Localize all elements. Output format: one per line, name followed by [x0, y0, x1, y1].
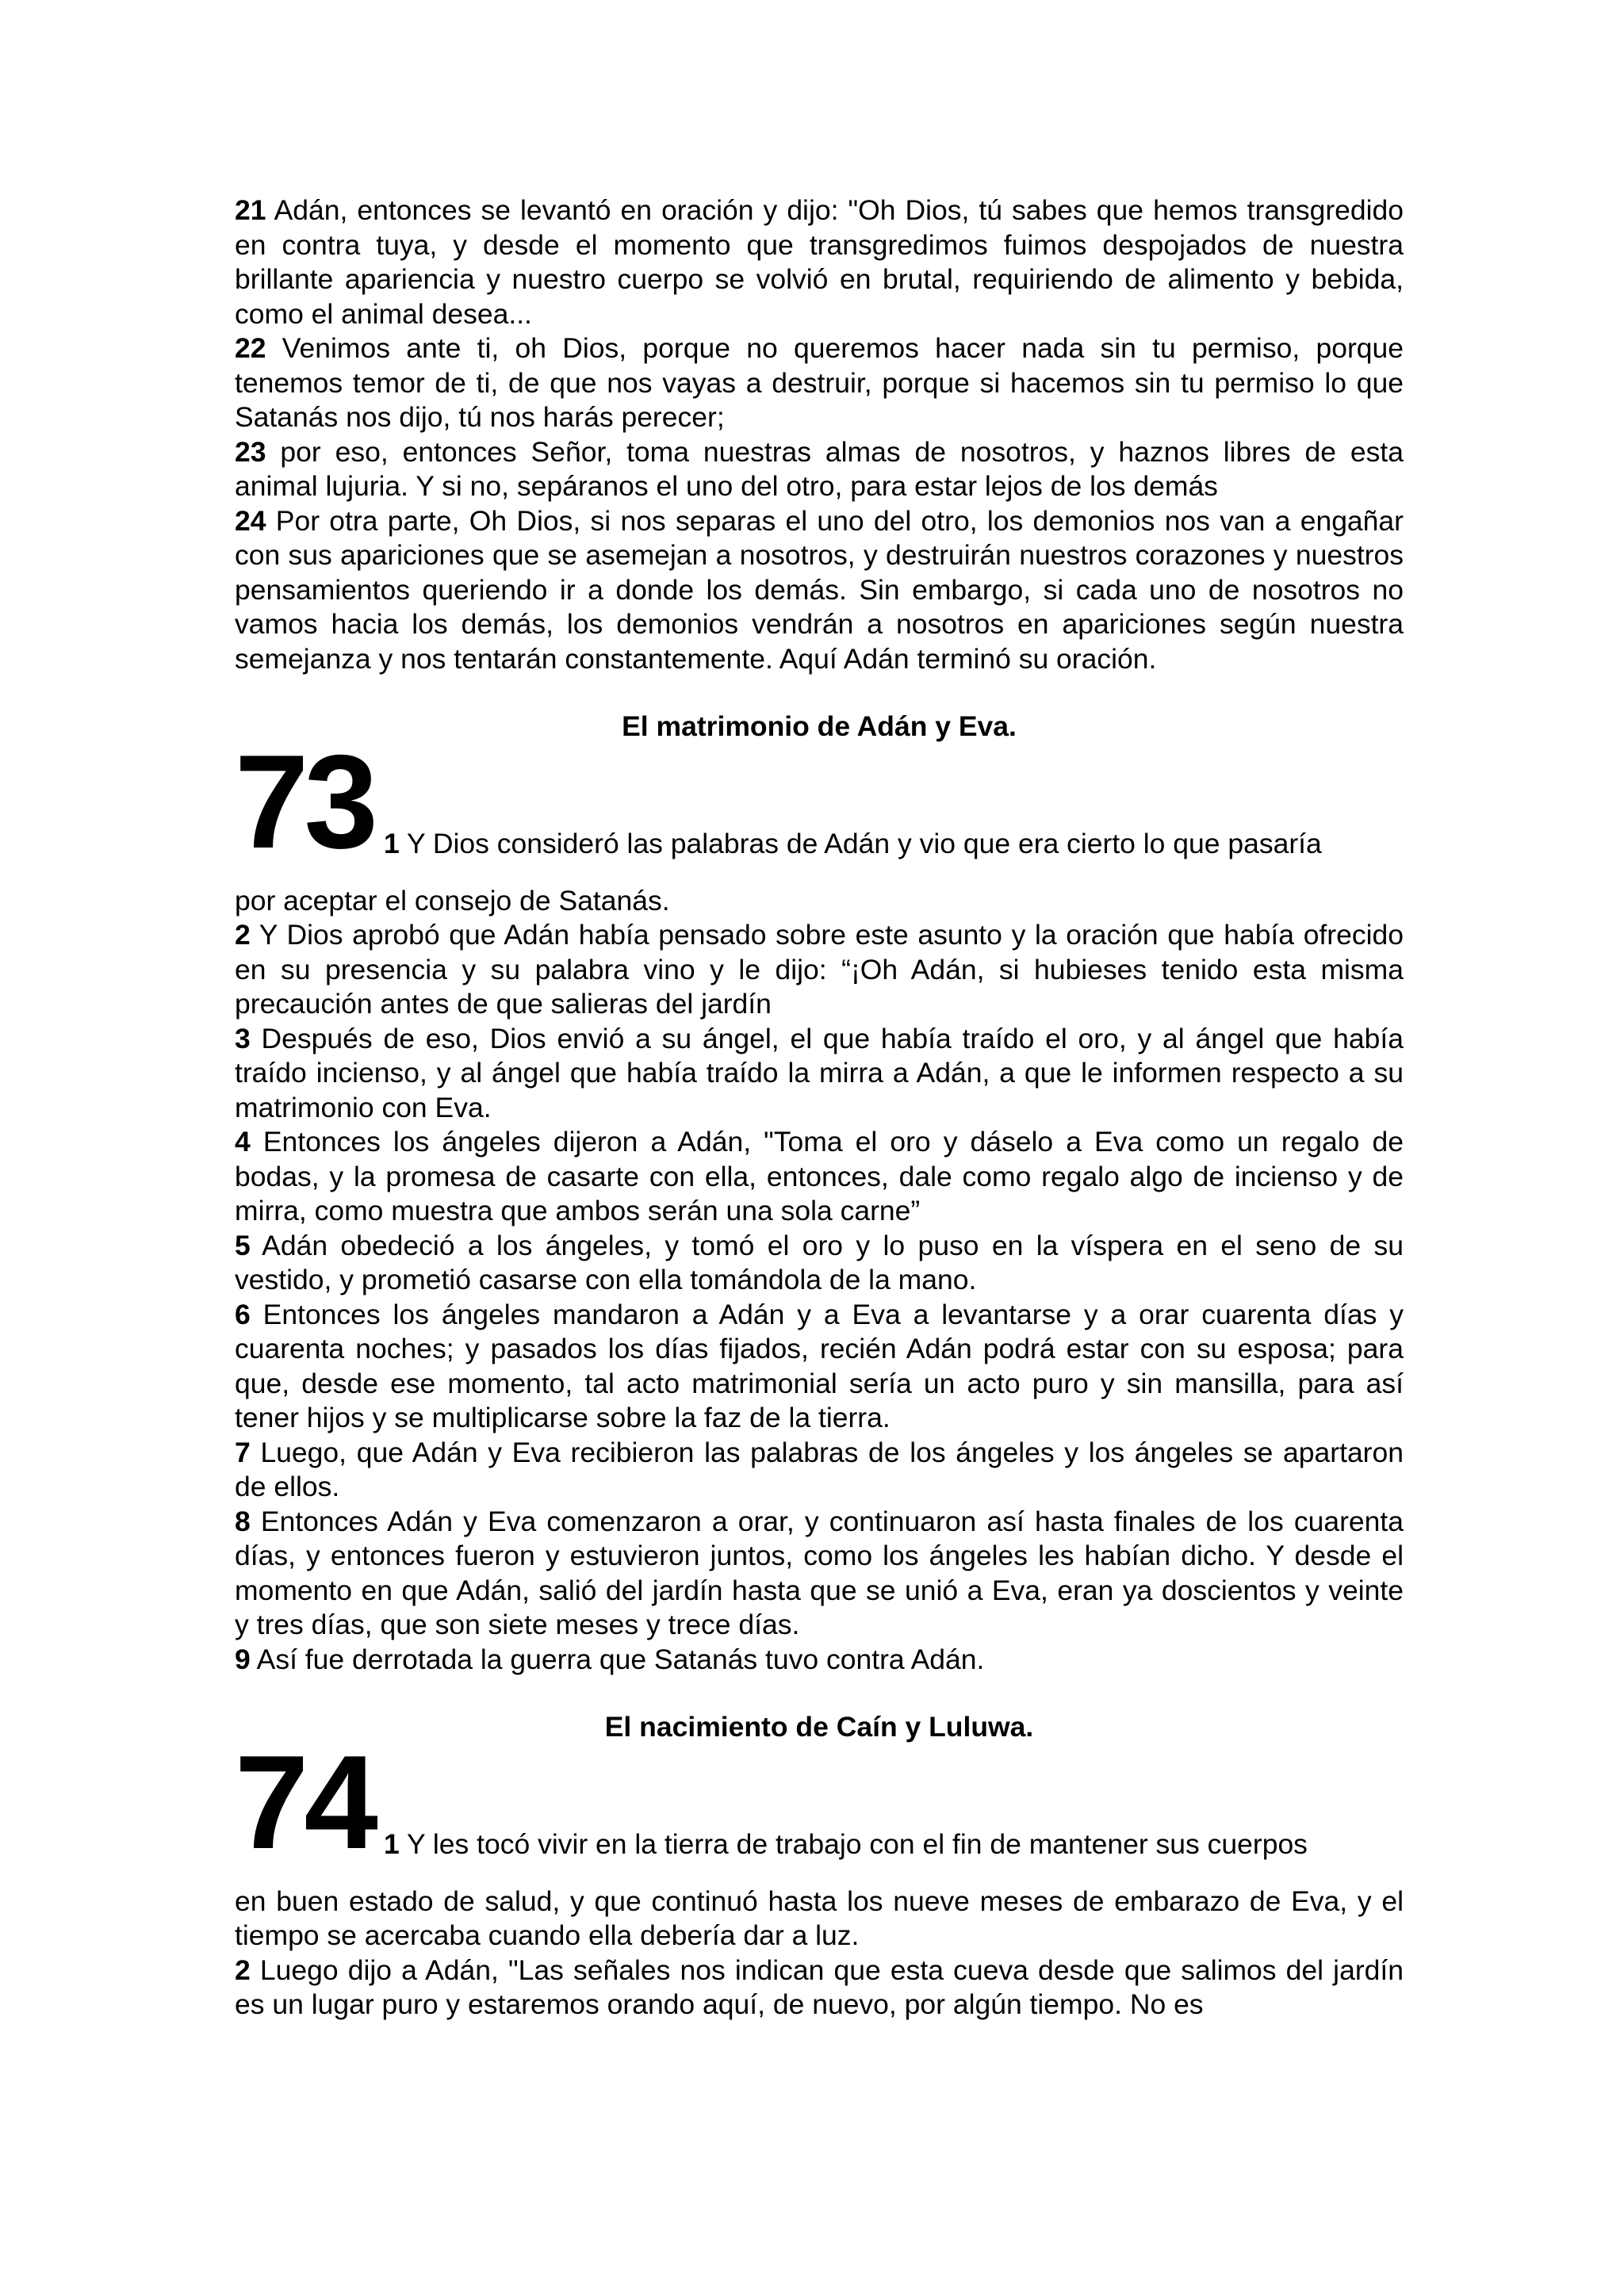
chapter-74-title: El nacimiento de Caín y Luluwa.: [604, 1711, 1034, 1743]
verse-number: 2: [235, 919, 251, 951]
verse-73-8: [235, 1505, 1404, 1643]
chapter-73-verse-1-continuation: por aceptar el consejo de Satanás.: [235, 884, 670, 916]
verse-number: 5: [235, 1229, 251, 1261]
chapter-74-first-line: [384, 1827, 1404, 1862]
verse-number: 23: [235, 435, 266, 468]
chapter-73-title: El matrimonio de Adán y Eva.: [622, 710, 1017, 742]
chapter-73-number: 73: [235, 726, 373, 876]
verse-number: 6: [235, 1298, 251, 1330]
verse-21: [235, 193, 1404, 331]
verse-24: [235, 504, 1404, 677]
verse-text: Y Dios consideró las palabras de Adán y vio que era cierto lo que pasaría: [406, 828, 1322, 859]
verse-text: Y les tocó vivir en la tierra de trabajo con el fin de mantener sus cuerpos: [406, 1828, 1308, 1860]
verse-73-9: [235, 1643, 1404, 1678]
verse-73-6: [235, 1298, 1404, 1436]
verse-22: [235, 331, 1404, 435]
verse-text: Venimos ante ti, oh Dios, porque no queremos hacer nada sin tu permiso, porque tenemos temor de ti, de que nos vayas a destruir, porque si hacemos sin tu permiso lo que Satanás nos dijo, tú nos harás perecer;: [235, 332, 1404, 433]
verse-73-5: [235, 1229, 1404, 1298]
verse-number: 24: [235, 504, 266, 537]
verse-number: 1: [384, 828, 400, 859]
verse-74-2: [235, 1954, 1404, 2022]
document-page: [235, 193, 1404, 2022]
verse-73-4: [235, 1125, 1404, 1229]
verse-text: Entonces los ángeles dijeron a Adán, "Toma el oro y dáselo a Eva como un regalo de bodas, y la promesa de casarte con ella, entonces, dale como regalo algo de incienso y de mirra, como muestra que ambos serán una sola carne”: [235, 1126, 1404, 1226]
verse-number: 9: [235, 1643, 251, 1675]
verse-number: 3: [235, 1022, 251, 1054]
verse-number: 1: [384, 1828, 400, 1860]
verse-73-7: [235, 1436, 1404, 1505]
chapter-74-number: 74: [235, 1727, 373, 1877]
verse-number: 8: [235, 1505, 251, 1537]
verse-text: Después de eso, Dios envió a su ángel, el que había traído el oro, y al ángel que había traído incienso, y al ángel que había traído la mirra a Adán, a que le informen respecto a su matrimonio con Eva.: [235, 1022, 1404, 1123]
verse-number: 7: [235, 1436, 251, 1468]
verse-text: Y Dios aprobó que Adán había pensado sobre este asunto y la oración que había ofrecido en su presencia y su palabra vino y le dijo: “¡Oh Adán, si hubieses tenido esta misma precaución antes de que salieras del jardín: [235, 919, 1404, 1020]
verse-23: [235, 435, 1404, 504]
verse-number: 2: [235, 1954, 251, 1986]
verse-text: Entonces Adán y Eva comenzaron a orar, y continuaron así hasta finales de los cuarenta días, y entonces fueron y estuvieron juntos, como los ángeles les habían dicho. Y desde el momento en que Adán, salió del jardín hasta que se unió a Eva, eran ya doscientos y veinte y tres días, que son siete meses y trece días.: [235, 1505, 1404, 1640]
verse-text: por eso, entonces Señor, toma nuestras almas de nosotros, y haznos libres de esta animal lujuria. Y si no, sepáranos el uno del otro, para estar lejos de los demás: [235, 435, 1404, 502]
verse-73-3: [235, 1022, 1404, 1126]
chapter-73-first-line: [384, 827, 1404, 862]
verse-text: Adán, entonces se levantó en oración y dijo: "Oh Dios, tú sabes que hemos transgredido en contra tuya, y desde el momento que transgredimos fuimos despojados de nuestra brillante apariencia y nuestro cuerpo se volvió en brutal, requiriendo de alimento y bebida, como el animal desea...: [235, 194, 1404, 330]
verse-text: Así fue derrotada la guerra que Satanás tuvo contra Adán.: [256, 1643, 985, 1675]
verse-text: Por otra parte, Oh Dios, si nos separas el uno del otro, los demonios nos van a engañar con sus apariciones que se asemejan a nosotros, y destruirán nuestros corazones y nuestros pensamientos queriendo ir a donde los demás. Sin embargo, si cada uno de nosotros no vamos hacia los demás, los demonios vendrán a nosotros en apariciones según nuestra semejanza y nos tentarán constantemente. Aquí Adán terminó su oración.: [235, 504, 1404, 675]
verse-number: 21: [235, 194, 266, 226]
verse-text: Luego, que Adán y Eva recibieron las palabras de los ángeles y los ángeles se apartaron de ellos.: [235, 1436, 1404, 1502]
chapter-74-verse-1-continuation: en buen estado de salud, y que continuó hasta los nueve meses de embarazo de Eva, y el tiempo se acercaba cuando ella debería dar a luz.: [235, 1885, 1404, 1951]
verse-text: Adán obedeció a los ángeles, y tomó el oro y lo puso en la víspera en el seno de su vestido, y prometió casarse con ella tomándola de la mano.: [235, 1229, 1404, 1295]
verse-text: Entonces los ángeles mandaron a Adán y a Eva a levantarse y a orar cuarenta días y cuarenta noches; y pasados los días fijados, recién Adán podrá estar con su esposa; para que, desde ese momento, tal acto matrimonial sería un acto puro y sin mansilla, para así tener hijos y se multiplicarse sobre la faz de la tierra.: [235, 1298, 1404, 1433]
verse-text: Luego dijo a Adán, "Las señales nos indican que esta cueva desde que salimos del jardín es un lugar puro y estaremos orando aquí, de nuevo, por algún tiempo. No es: [235, 1954, 1404, 2020]
verse-73-2: [235, 918, 1404, 1022]
verse-number: 4: [235, 1126, 251, 1158]
verse-number: 22: [235, 332, 266, 364]
